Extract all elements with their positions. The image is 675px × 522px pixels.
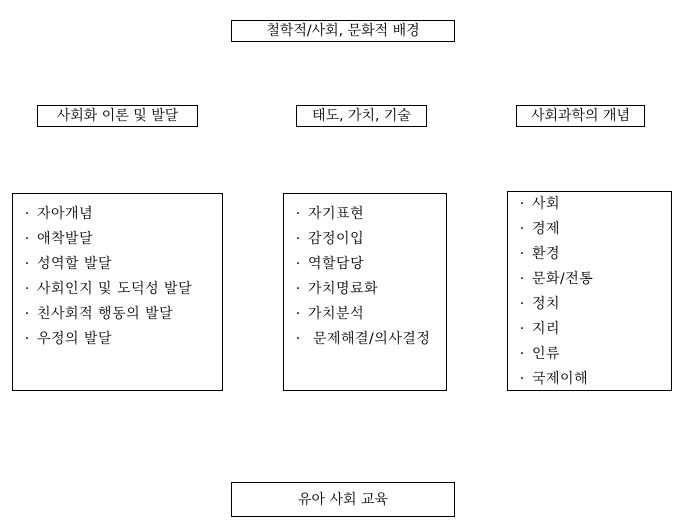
list-item: · 친사회적 행동의 발달 — [17, 302, 218, 327]
bottom-education-box — [231, 482, 455, 517]
list-item: · 가치분석 — [288, 302, 442, 327]
list-item: · 경제 — [512, 217, 667, 242]
list-item: · 환경 — [512, 242, 667, 267]
social-science-list — [512, 192, 667, 392]
socialization-list — [17, 202, 218, 352]
bullet-icon: · — [519, 271, 525, 287]
list-item: · 사회 — [512, 192, 667, 217]
category-socialization-label: 사회화 이론 및 발달 — [56, 108, 179, 124]
bullet-icon: · — [295, 256, 301, 272]
list-item: · 역할담당 — [288, 252, 442, 277]
bullet-icon: · — [295, 231, 301, 247]
bullet-icon: · — [519, 246, 525, 262]
category-attitudes-label: 태도, 가치, 기술 — [312, 108, 411, 124]
bullet-icon: · — [295, 206, 301, 222]
list-item: · 국제이해 — [512, 367, 667, 392]
attitudes-list — [288, 202, 442, 352]
bullet-icon: · — [519, 321, 525, 337]
bottom-education-label: 유아 사회 교육 — [297, 491, 389, 508]
list-item: · 애착발달 — [17, 227, 218, 252]
bullet-icon: · — [519, 196, 525, 212]
category-social-science-box — [516, 105, 645, 127]
list-item: · 인류 — [512, 342, 667, 367]
bullet-icon: · — [24, 206, 30, 222]
list-item: · 가치명료화 — [288, 277, 442, 302]
social-science-list-box — [507, 191, 672, 391]
bullet-icon: · — [24, 231, 30, 247]
bullet-icon: · — [295, 281, 301, 297]
list-item: · 문화/전통 — [512, 267, 667, 292]
bullet-icon: · — [24, 256, 30, 272]
list-item: · 문제해결/의사결정 — [288, 327, 442, 352]
list-item: · 자아개념 — [17, 202, 218, 227]
top-background-box — [231, 20, 455, 42]
list-item: · 정치 — [512, 292, 667, 317]
category-attitudes-box — [296, 105, 427, 127]
bullet-icon: · — [519, 346, 525, 362]
category-social-science-label: 사회과학의 개념 — [530, 108, 631, 124]
bullet-icon: · — [24, 281, 30, 297]
list-item: · 감정이입 — [288, 227, 442, 252]
list-item: · 성역할 발달 — [17, 252, 218, 277]
bullet-icon: · — [295, 331, 301, 347]
bullet-icon: · — [519, 221, 525, 237]
bullet-icon: · — [519, 371, 525, 387]
bullet-icon: · — [295, 306, 301, 322]
list-item: · 사회인지 및 도덕성 발달 — [17, 277, 218, 302]
attitudes-list-box — [283, 193, 447, 391]
bullet-icon: · — [519, 296, 525, 312]
bullet-icon: · — [24, 306, 30, 322]
list-item: · 자기표현 — [288, 202, 442, 227]
category-socialization-box — [37, 105, 198, 127]
top-background-label: 철학적/사회, 문화적 배경 — [266, 23, 420, 39]
bullet-icon: · — [24, 331, 30, 347]
list-item: · 우정의 발달 — [17, 327, 218, 352]
socialization-list-box — [12, 193, 223, 391]
list-item: · 지리 — [512, 317, 667, 342]
